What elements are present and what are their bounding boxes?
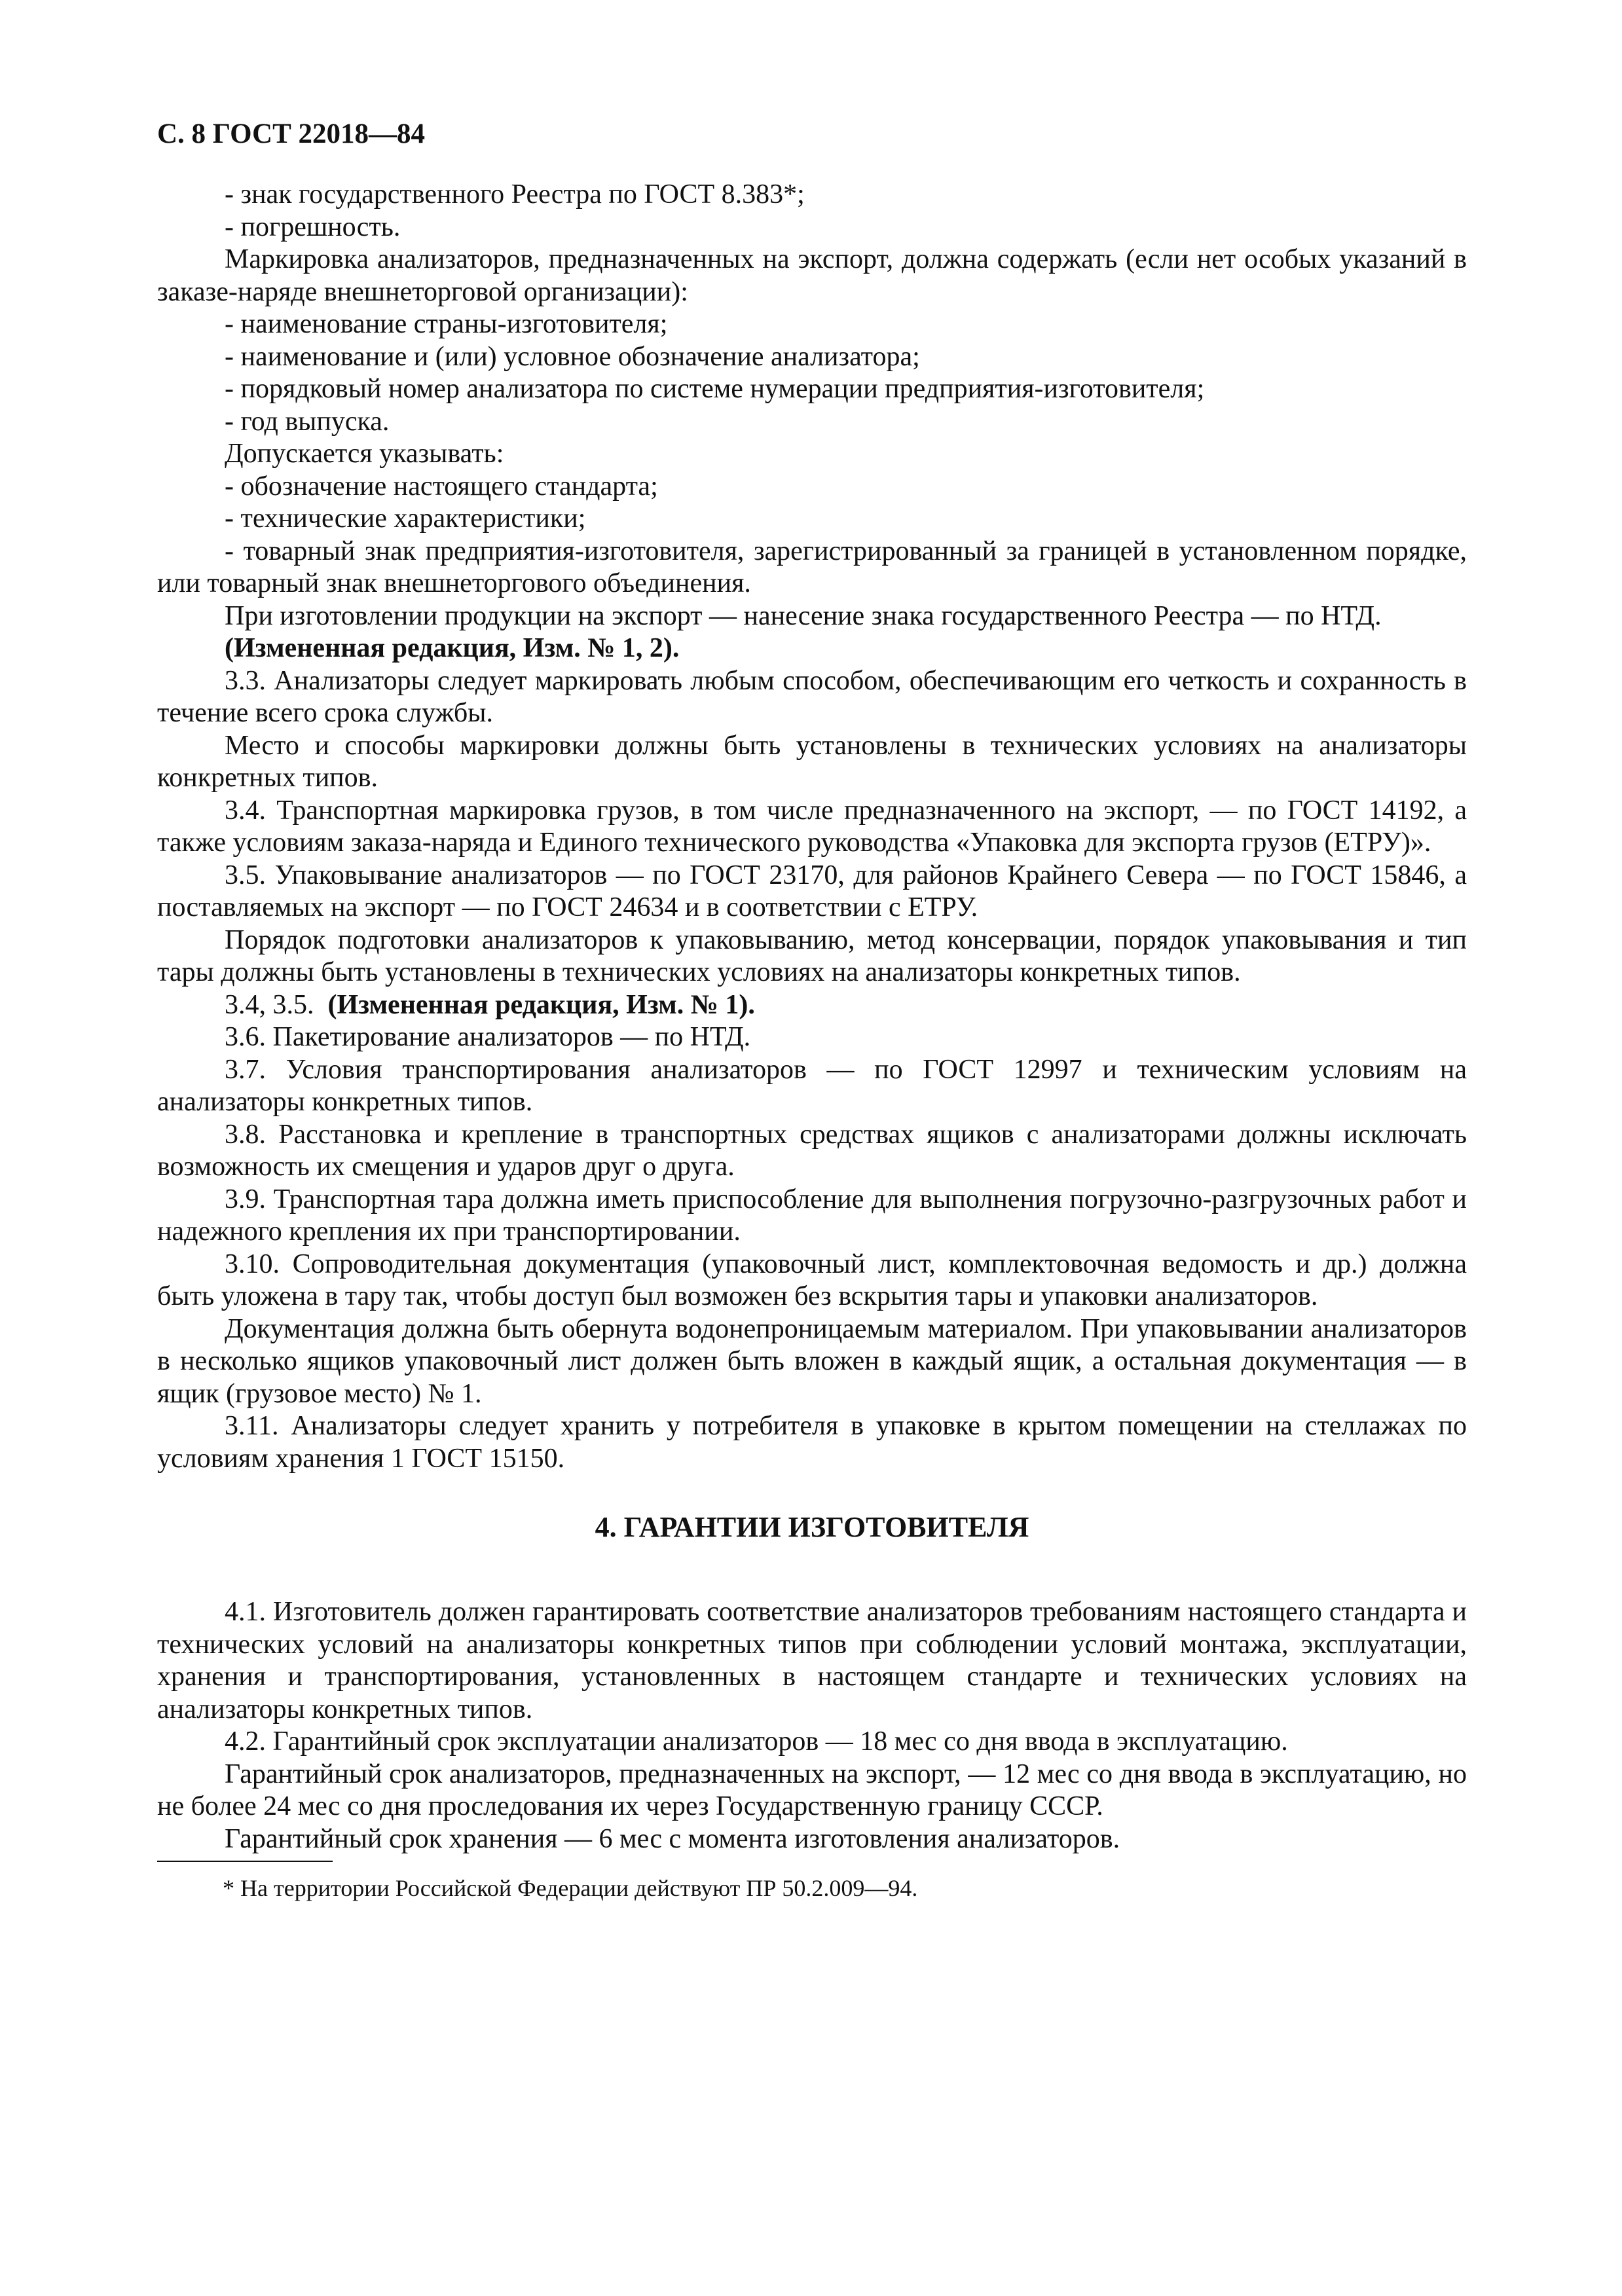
footnote: * На территории Российской Федерации действуют ПР 50.2.009—94. — [223, 1875, 918, 1901]
paragraph: 3.4. Транспортная маркировка грузов, в том числе предназначенного на экспорт, — по ГОСТ 14192, а также условиям заказа-наряда и Единого технического руководства «Упаковка для экспорта грузов (ЕТРУ)». — [157, 795, 1467, 858]
paragraph: Гарантийный срок анализаторов, предназначенных на экспорт, — 12 мес со дня ввода в эксплуатацию, но не более 24 мес со дня проследования их через Государственную границу СССР. — [157, 1758, 1467, 1821]
paragraph: 3.8. Расстановка и крепление в транспортных средствах ящиков с анализаторами должны исключать возможность их смещения и ударов друг о друга. — [157, 1119, 1467, 1182]
paragraph: 3.3. Анализаторы следует маркировать любым способом, обеспечивающим его четкость и сохранность в течение всего срока службы. — [157, 665, 1467, 728]
section-title: 4. ГАРАНТИИ ИЗГОТОВИТЕЛЯ — [595, 1511, 1029, 1543]
paragraph: Порядок подготовки анализаторов к упаковыванию, метод консервации, порядок упаковывания и тип тары должны быть установлены в технических условиях на анализаторы конкретных типов. — [157, 924, 1467, 987]
document-body — [157, 179, 1467, 1903]
paragraph: 3.6. Пакетирование анализаторов — по НТД. — [225, 1022, 751, 1052]
paragraph: Допускается указывать: — [225, 439, 504, 469]
paragraph: 3.11. Анализаторы следует хранить у потребителя в упаковке в крытом помещении на стеллажах по условиям хранения 1 ГОСТ 15150. — [157, 1411, 1467, 1474]
paragraph: - знак государственного Реестра по ГОСТ 8.383*; — [225, 179, 805, 210]
footnote-divider — [157, 1861, 333, 1862]
paragraph: 3.7. Условия транспортирования анализаторов — по ГОСТ 12997 и техническим условиям на анализаторы конкретных типов. — [157, 1054, 1467, 1117]
paragraph: Место и способы маркировки должны быть установлены в технических условиях на анализаторы конкретных типов. — [157, 730, 1467, 793]
paragraph: - обозначение настоящего стандарта; — [225, 471, 658, 501]
revision-note: (Измененная редакция, Изм. № 1, 2). — [225, 633, 680, 663]
paragraph: - год выпуска. — [225, 406, 390, 437]
paragraph: Гарантийный срок хранения — 6 мес с момента изготовления анализаторов. — [225, 1823, 1120, 1854]
paragraph: При изготовлении продукции на экспорт — нанесение знака государственного Реестра — по НТД. — [225, 600, 1382, 631]
page-header: С. 8 ГОСТ 22018—84 — [157, 118, 426, 149]
revision-prefix: 3.4, 3.5. — [225, 989, 314, 1020]
document-page — [157, 115, 1467, 1903]
revision-note — [157, 989, 1467, 1022]
paragraph: Документация должна быть обернута водонепроницаемым материалом. При упаковывании анализаторов в несколько ящиков упаковочный лист должен быть вложен в каждый ящик, а остальная документация — в ящик (грузовое место) № 1. — [157, 1313, 1467, 1409]
paragraph: Маркировка анализаторов, предназначенных на экспорт, должна содержать (если нет особых указаний в заказе-наряде внешнеторговой организации): — [157, 244, 1467, 307]
paragraph: 4.1. Изготовитель должен гарантировать соответствие анализаторов требованиям настоящего стандарта и технических условий на анализаторы конкретных типов при соблюдении условий монтажа, эксплуатации, хранения и транспортирования, установленных в настоящем стандарте и технических условиях на анализаторы конкретных типов. — [157, 1597, 1467, 1724]
paragraph: - товарный знак предприятия-изготовителя, зарегистрированный за границей в установленном порядке, или товарный знак внешнеторгового объединения. — [157, 536, 1467, 598]
paragraph: - наименование и (или) условное обозначение анализатора; — [225, 341, 920, 372]
paragraph: - погрешность. — [225, 211, 401, 242]
paragraph: - порядковый номер анализатора по системе нумерации предприятия-изготовителя; — [225, 374, 1205, 404]
revision-bold: (Измененная редакция, Изм. № 1). — [327, 989, 755, 1020]
paragraph: - технические характеристики; — [225, 503, 586, 534]
paragraph: 4.2. Гарантийный срок эксплуатации анализаторов — 18 мес со дня ввода в эксплуатацию. — [225, 1726, 1288, 1757]
paragraph: 3.5. Упаковывание анализаторов — по ГОСТ 23170, для районов Крайнего Севера — по ГОСТ 15846, а поставляемых на экспорт — по ГОСТ 24634 и в соответствии с ЕТРУ. — [157, 860, 1467, 922]
paragraph: - наименование страны-изготовителя; — [225, 309, 668, 339]
paragraph: 3.9. Транспортная тара должна иметь приспособление для выполнения погрузочно-разгрузочных работ и надежного крепления их при транспортировании. — [157, 1184, 1467, 1247]
paragraph: 3.10. Сопроводительная документация (упаковочный лист, комплектовочная ведомость и др.) должна быть уложена в тару так, чтобы доступ был возможен без вскрытия тары и упаковки анализаторов. — [157, 1248, 1467, 1311]
